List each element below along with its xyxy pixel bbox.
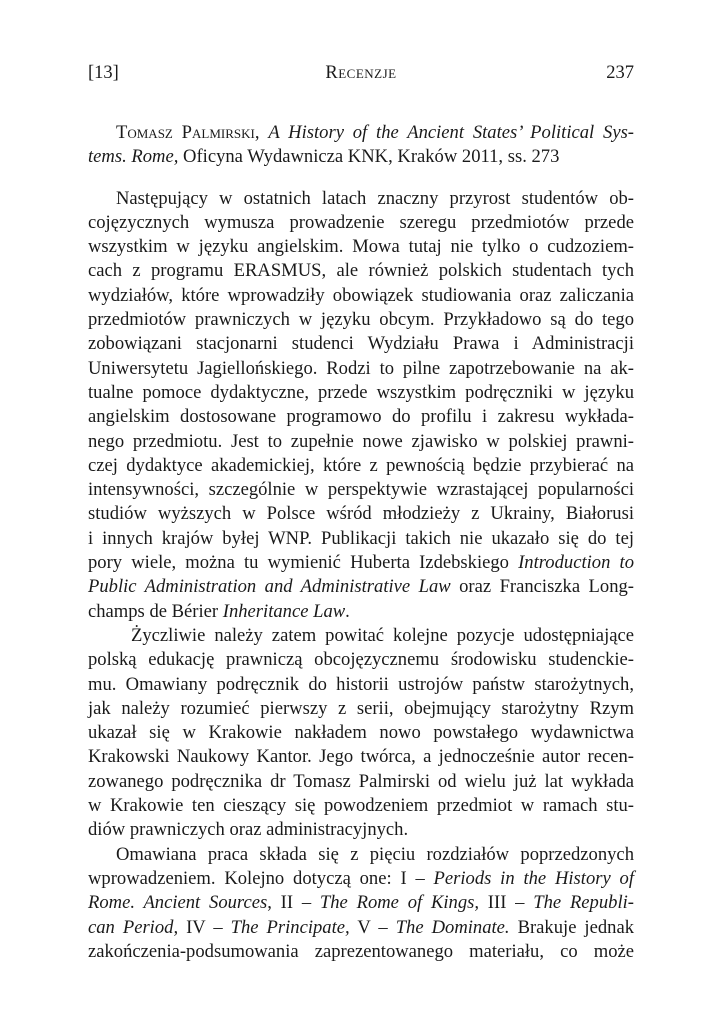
- paragraph1-line: Następujący w ostatnich latach znaczny przyrost studentów ob-: [116, 187, 634, 209]
- paragraph3-line-1: Omawiana praca składa się z pięciu rozdziałów poprzedzonych: [116, 843, 634, 865]
- citation-line-2: [88, 145, 634, 169]
- paragraph3-text: Brakuje jednak: [509, 916, 634, 938]
- citation-title-part2: tems. Rome,: [88, 146, 179, 168]
- paragraph3-text: III –: [479, 892, 534, 914]
- paragraph2-line: mu. Omawiany podręcznik do historii ustrojów państw starożytnych,: [88, 673, 634, 695]
- paragraph2-line: Życzliwie należy zatem powitać kolejne pozycje udostępniające: [131, 624, 634, 646]
- paragraph1-line: wszystkim w języku angielskim. Mowa tutaj nie tylko o cudzoziem-: [88, 236, 634, 258]
- paragraph3-text: , II –: [267, 892, 320, 914]
- paragraph2-line: zowanego podręcznika dr Tomasz Palmirski od wielu już lat wykłada: [88, 770, 634, 792]
- paragraph3-text: V –: [349, 916, 396, 938]
- paragraph3-line-3: [88, 891, 634, 915]
- running-title: Recenzje: [325, 63, 397, 83]
- section-number: [13]: [88, 63, 119, 83]
- paragraph1-text: pory wiele, można tu wymienić Huberta Izdebskiego: [88, 552, 519, 574]
- chapter-title-principate: The Principate,: [230, 916, 350, 938]
- paragraph1-line: zobowiązani stacjonarni studenci Wydziału Prawa i Administracji: [88, 333, 634, 355]
- paragraph1-line: cach z programu ERASMUS, ale również polskich studentach tych: [88, 260, 634, 282]
- paragraph1-line: nego przedmiotu. Jest to zupełnie nowe zjawisko w polskiej prawni-: [88, 430, 634, 452]
- paragraph1-line-16: [88, 551, 634, 575]
- paragraph2-line: jak należy rozumieć pierwszy z serii, obejmujący starożytny Rzym: [88, 697, 634, 719]
- paragraph1-line: angielskim dostosowane programowo do profilu i zakresu wykłada-: [88, 406, 634, 428]
- paragraph1-line: tualne pomoce dydaktyczne, przede wszystkim podręczniki w języku: [88, 381, 634, 403]
- chapter-title-rome-of-kings: The Rome of Kings,: [319, 892, 480, 914]
- paragraph3-line-2: [88, 867, 634, 891]
- paragraph1-end: .: [345, 600, 350, 622]
- paragraph3-text: IV –: [178, 916, 231, 938]
- page-number: 237: [606, 63, 634, 83]
- paragraph1-text: oraz Franciszka Long-: [450, 576, 635, 598]
- citation-title-part1: A History of the Ancient States’ Political Sys-: [268, 122, 635, 143]
- paragraph1-line: cojęzycznych wymusza prowadzenie szeregu przedmiotów przede: [88, 211, 634, 233]
- paragraph2-line: diów prawniczych oraz administracyjnych.: [88, 819, 409, 841]
- paragraph1-line-18: [88, 600, 634, 624]
- book-title-inheritance-law: Inheritance Law: [222, 600, 346, 622]
- book-title-introduction: Introduction to: [518, 552, 634, 574]
- paragraph3-line-5: zakończenia-podsumowania zaprezentowanego materiału, co może: [88, 940, 634, 962]
- citation-line-1: Tomasz Palmirski, A History of the Ancient States’ Political Sys-: [116, 122, 635, 143]
- paragraph2-line: ukazał się w Krakowie nakładem nowo powstałego wydawnictwa: [88, 722, 634, 744]
- paragraph1-line: intensywności, szczególnie w perspektywie wzrastającej popularności: [88, 479, 634, 501]
- citation-author: Tomasz Palmirski: [116, 122, 255, 143]
- chapter-title-ancient-sources: Rome. Ancient Sources: [88, 892, 268, 914]
- chapter-title-republican-period-cont: can Period,: [88, 916, 179, 938]
- book-title-public-administration: Public Administration and Administrative Law: [88, 576, 451, 598]
- review-body: [88, 121, 634, 964]
- chapter-title-periods: Periods in the History of: [433, 867, 635, 889]
- paragraph2-line: polską edukację prawniczą obcojęzycznemu środowisku studenckie-: [88, 649, 634, 671]
- paragraph1-line: studiów wyższych w Polsce wśród młodzieży z Ukrainy, Białorusi: [88, 503, 634, 525]
- paragraph1-line: czej dydaktyce akademickiej, które z pewnością będzie przybierać na: [88, 454, 634, 476]
- paragraph3-text: wprowadzeniem. Kolejno dotyczą one: I –: [88, 867, 434, 889]
- paragraph1-line: i innych krajów byłej WNP. Publikacji takich nie ukazało się do tej: [88, 527, 634, 549]
- chapter-title-republican-period: The Republi-: [533, 892, 634, 914]
- paragraph3-line-4: [88, 916, 634, 940]
- paragraph1-line: Uniwersytetu Jagiellońskiego. Rodzi to pilne zapotrzebowanie na ak-: [88, 357, 634, 379]
- paragraph2-line: w Krakowie ten cieszący się powodzeniem przedmiot w ramach stu-: [88, 795, 634, 817]
- paragraph1-text: champs de Bérier: [88, 600, 223, 622]
- paragraph1-line: wydziałów, które wprowadziły obowiązek studiowania oraz zaliczania: [88, 284, 634, 306]
- paragraph1-line-17: [88, 575, 634, 599]
- chapter-title-dominate: The Dominate.: [395, 916, 510, 938]
- citation-publisher: Oficyna Wydawnicza KNK, Kraków 2011, ss. 273: [183, 146, 560, 168]
- paragraph1-line: przedmiotów prawniczych w języku obcym. Przykładowo są do tego: [88, 309, 634, 331]
- paragraph2-line: Krakowski Naukowy Kantor. Jego twórca, a jednocześnie autor recen-: [88, 746, 634, 768]
- spacer: [88, 170, 634, 187]
